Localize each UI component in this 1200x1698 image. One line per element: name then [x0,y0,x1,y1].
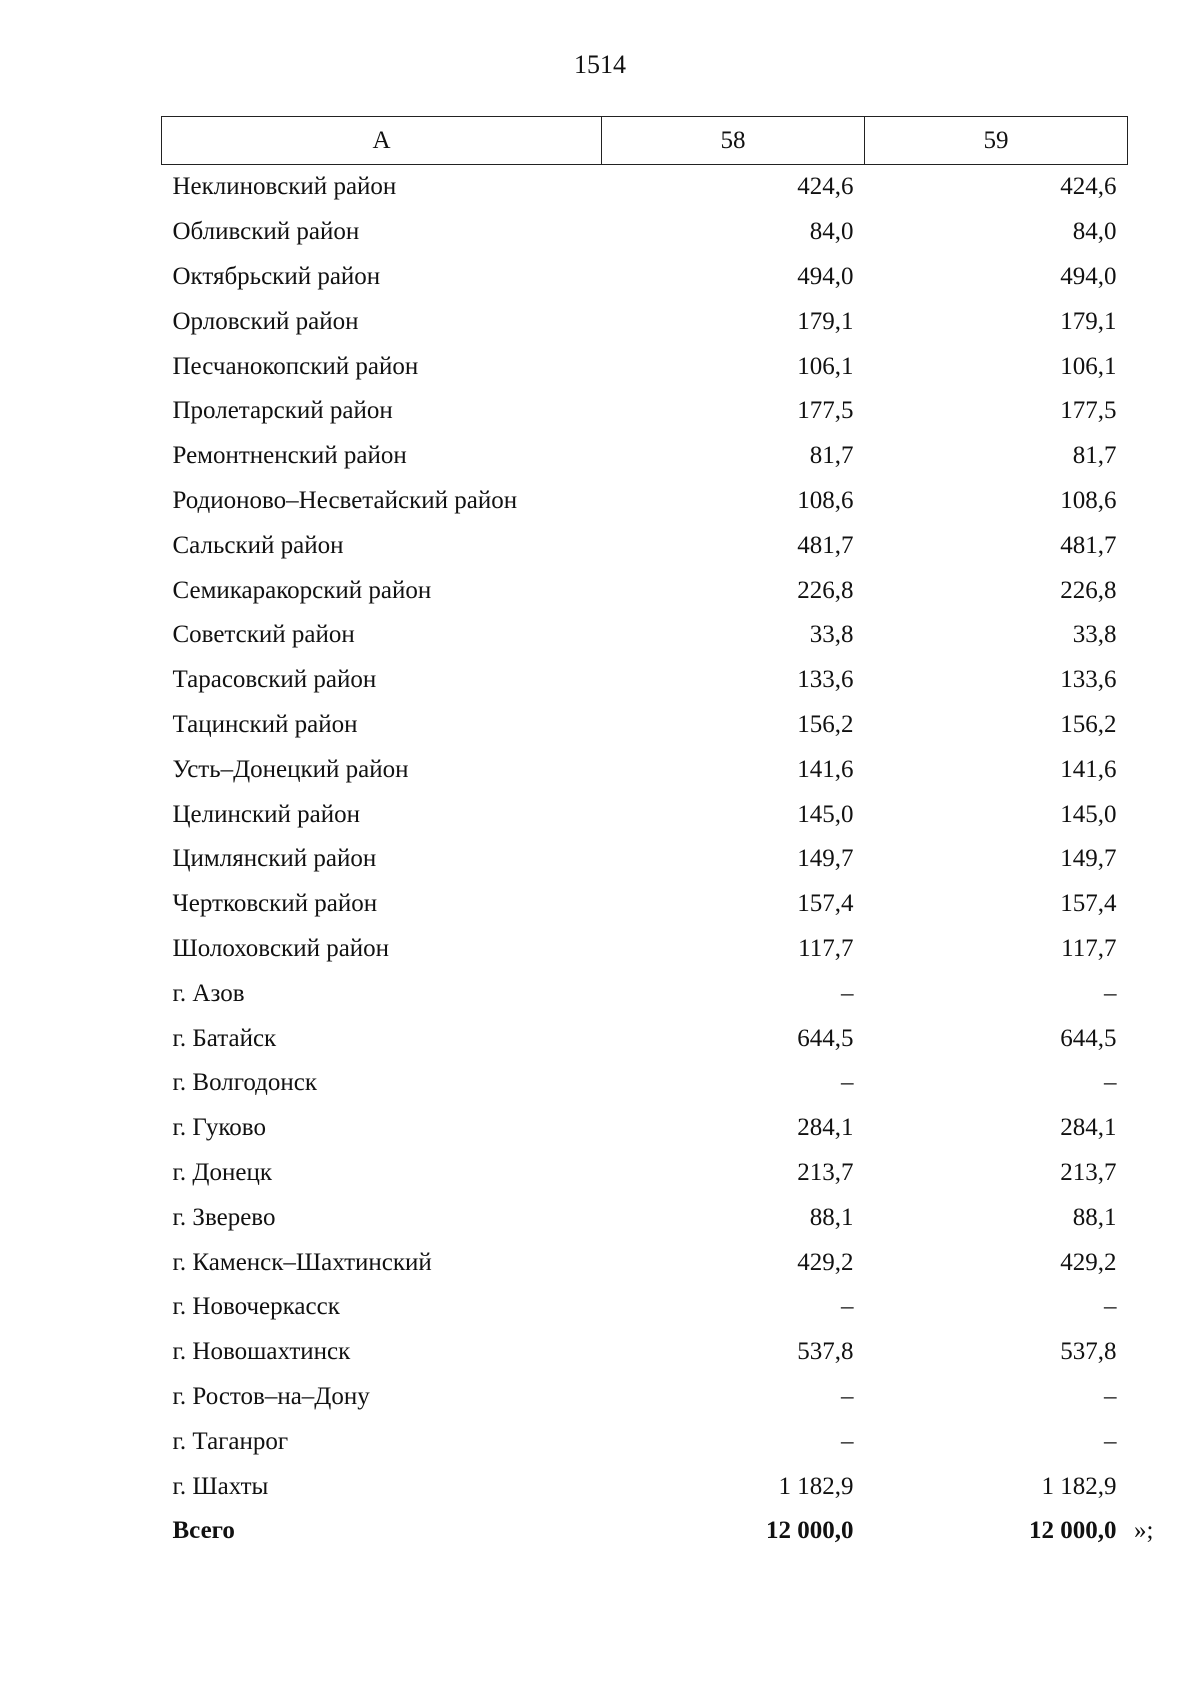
row-value-59: – [1104,1069,1117,1097]
row-value-59: 106,1 [1060,352,1117,380]
row-value-59: 424,6 [1060,173,1117,201]
row-value-59: 117,7 [1061,934,1117,962]
row-label: Тацинский район [172,710,358,738]
table-row [162,882,1128,927]
row-value-59: 157,4 [1060,890,1117,918]
row-value-59: 537,8 [1060,1338,1117,1366]
row-value-58: 481,7 [797,531,854,559]
row-label: Ремонтненский район [172,442,407,470]
row-value-58: 284,1 [797,1114,854,1142]
row-value-59: 284,1 [1060,1114,1117,1142]
row-value-59: 33,8 [1072,621,1117,649]
row-value-59: 145,0 [1060,800,1117,828]
row-label: г. Таганрог [172,1427,289,1455]
row-label: г. Волгодонск [172,1069,318,1097]
table-row [162,344,1128,389]
row-value-59: 133,6 [1060,666,1117,694]
row-value-59: 141,6 [1060,755,1117,783]
row-label: г. Новошахтинск [172,1338,351,1366]
table-row [162,389,1128,434]
row-value-58: 156,2 [797,710,854,738]
row-value-58: 133,6 [797,666,854,694]
row-label: Неклиновский район [172,173,397,201]
row-value-58: 81,7 [809,442,854,470]
row-value-58: 644,5 [797,1024,854,1052]
row-value-59: – [1104,1293,1117,1321]
table-row [162,1240,1128,1285]
row-value-58: 179,1 [797,307,854,335]
table-row [162,837,1128,882]
row-value-59: 1 182,9 [1041,1472,1117,1500]
row-label: Родионово–Несветайский район [172,486,518,514]
row-value-59: 177,5 [1060,397,1117,425]
row-value-58: 84,0 [809,218,854,246]
allocation-table-container [161,116,1154,1554]
row-label: Тарасовский район [172,666,377,694]
row-value-59: 226,8 [1060,576,1117,604]
row-value-58: 108,6 [797,486,854,514]
total-label: Всего [172,1517,235,1545]
table-row [162,434,1128,479]
total-value-59-cell [865,1509,1154,1554]
table-row [162,1061,1128,1106]
row-label: Песчанокопский район [172,352,419,380]
row-value-59: 494,0 [1060,262,1117,290]
row-label: Семикаракорский район [172,576,432,604]
table-row [162,792,1128,837]
row-value-58: – [841,1293,854,1321]
table-body [162,165,1154,1554]
row-value-59: 179,1 [1060,307,1117,335]
row-value-59: – [1104,1382,1117,1410]
row-value-58: 88,1 [809,1203,854,1231]
row-label: г. Новочеркасск [172,1293,340,1321]
row-label: Обливский район [172,218,360,246]
table-row [162,523,1128,568]
header-col-59: 59 [865,117,1128,165]
row-value-59: 81,7 [1072,442,1117,470]
row-value-59: 149,7 [1060,845,1117,873]
row-value-58: 537,8 [797,1338,854,1366]
row-value-58: 429,2 [797,1248,854,1276]
row-value-59: 108,6 [1060,486,1117,514]
row-value-58: 149,7 [797,845,854,873]
table-total-row [162,1509,1128,1554]
row-value-58: 117,7 [798,934,854,962]
table-header-row [162,117,1128,165]
row-label: Целинский район [172,800,360,828]
row-value-59: 481,7 [1060,531,1117,559]
table-row [162,1419,1128,1464]
header-col-a: А [162,117,602,165]
row-label: Шолоховский район [172,934,390,962]
row-label: г. Азов [172,979,245,1007]
row-value-59: 156,2 [1060,710,1117,738]
table-row [162,1464,1128,1509]
table-row [162,658,1128,703]
closing-quote-suffix: »; [1134,1517,1154,1545]
row-value-59: – [1104,979,1117,1007]
table-row [162,927,1128,972]
row-label: г. Гуково [172,1114,266,1142]
table-row [162,165,1128,210]
table-row [162,1195,1128,1240]
row-value-58: 141,6 [797,755,854,783]
row-label: г. Батайск [172,1024,277,1052]
row-value-58: – [841,1382,854,1410]
row-label: г. Донецк [172,1158,272,1186]
row-value-58: 1 182,9 [778,1472,854,1500]
row-value-58: 424,6 [797,173,854,201]
row-label: г. Ростов–на–Дону [172,1382,370,1410]
row-value-59: 84,0 [1072,218,1117,246]
table-row [162,210,1128,255]
row-label: г. Шахты [172,1472,269,1500]
row-value-58: 145,0 [797,800,854,828]
row-value-58: 106,1 [797,352,854,380]
row-label: Сальский район [172,531,344,559]
row-value-58: – [841,1069,854,1097]
table-row [162,971,1128,1016]
table-row [162,1016,1128,1061]
row-value-58: 157,4 [797,890,854,918]
row-label: Октябрьский район [172,262,381,290]
row-label: г. Каменск–Шахтинский [172,1248,432,1276]
row-value-59: – [1104,1427,1117,1455]
table-row [162,1151,1128,1196]
total-value-59: 12 000,0 [1029,1517,1117,1545]
row-value-58: 33,8 [809,621,854,649]
row-value-58: 494,0 [797,262,854,290]
row-value-59: 644,5 [1060,1024,1117,1052]
row-label: Орловский район [172,307,359,335]
row-label: г. Зверево [172,1203,276,1231]
table-row [162,255,1128,300]
row-value-58: 177,5 [797,397,854,425]
row-value-58: 213,7 [797,1158,854,1186]
row-value-59: 429,2 [1060,1248,1117,1276]
total-value-58: 12 000,0 [766,1517,854,1545]
row-value-58: – [841,1427,854,1455]
allocation-table [161,116,1154,1554]
row-label: Усть–Донецкий район [172,755,409,783]
table-row [162,613,1128,658]
row-value-58: 226,8 [797,576,854,604]
row-label: Пролетарский район [172,397,393,425]
row-label: Чертковский район [172,890,378,918]
table-row [162,299,1128,344]
table-row [162,479,1128,524]
row-value-58: – [841,979,854,1007]
table-row [162,1375,1128,1420]
table-row [162,703,1128,748]
table-row [162,1285,1128,1330]
table-row [162,747,1128,792]
page-number: 1514 [574,50,626,79]
table-row [162,1106,1128,1151]
row-label: Советский район [172,621,355,649]
header-col-58: 58 [602,117,865,165]
row-value-59: 88,1 [1072,1203,1117,1231]
row-label: Цимлянский район [172,845,377,873]
table-row [162,568,1128,613]
table-row [162,1330,1128,1375]
row-value-59: 213,7 [1060,1158,1117,1186]
